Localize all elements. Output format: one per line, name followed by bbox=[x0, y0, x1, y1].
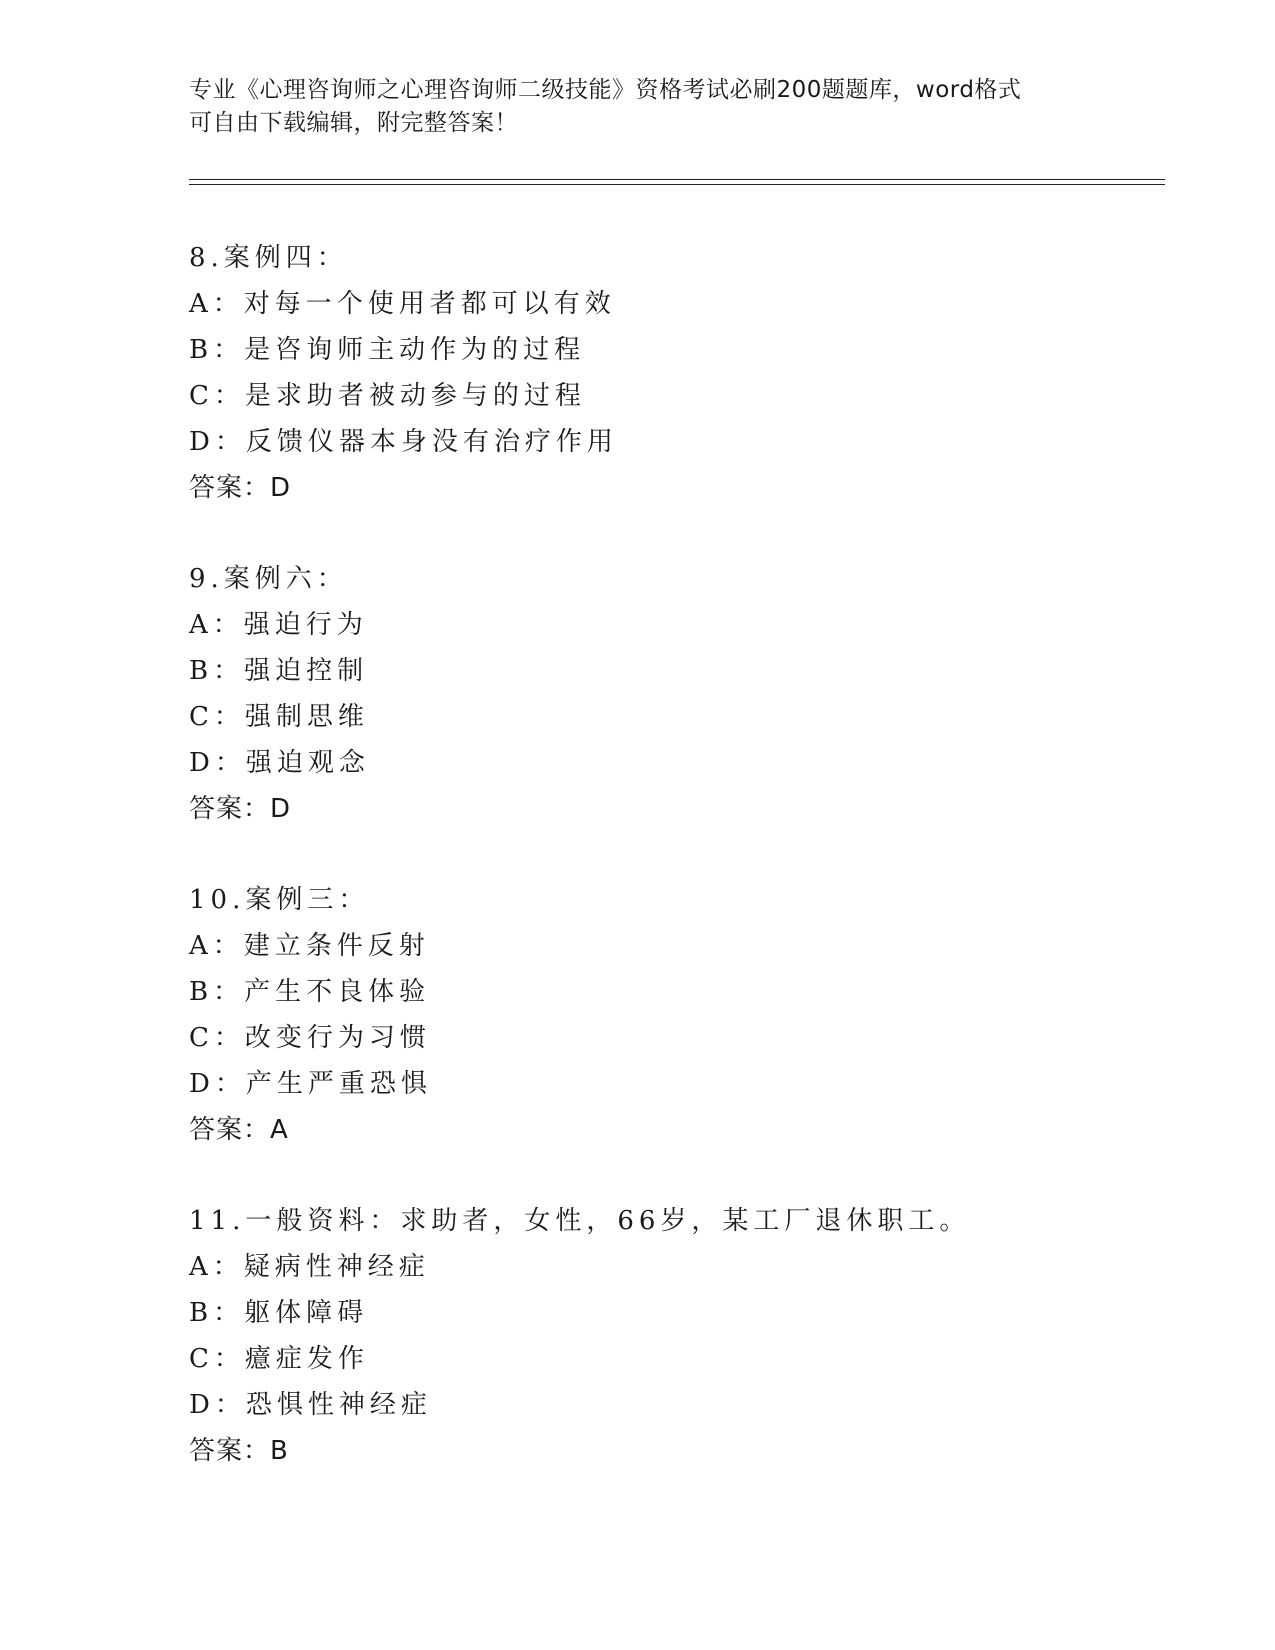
header-divider-bottom bbox=[189, 184, 1165, 185]
option-c: C：强制思维 bbox=[189, 702, 369, 732]
option-b: B：躯体障碍 bbox=[189, 1298, 369, 1328]
answer-line: 答案：D bbox=[189, 794, 292, 824]
option-b: B：是咨询师主动作为的过程 bbox=[189, 335, 586, 365]
option-d: D：产生严重恐惧 bbox=[189, 1069, 432, 1099]
option-d: D：恐惧性神经症 bbox=[189, 1390, 432, 1420]
question-stem: 9.案例六： bbox=[189, 564, 348, 594]
option-b: B：强迫控制 bbox=[189, 656, 369, 686]
answer-line: 答案：A bbox=[189, 1115, 289, 1145]
answer-line: 答案：B bbox=[189, 1436, 289, 1466]
header-divider-top bbox=[189, 179, 1165, 180]
header-line-2: 可自由下载编辑，附完整答案！ bbox=[189, 110, 518, 136]
document-header bbox=[189, 74, 1089, 140]
option-b: B：产生不良体验 bbox=[189, 977, 431, 1007]
option-c: C：是求助者被动参与的过程 bbox=[189, 381, 586, 411]
option-a: A：强迫行为 bbox=[189, 610, 368, 640]
question-9 bbox=[189, 556, 1149, 832]
header-line-1: 专业《心理咨询师之心理咨询师二级技能》资格考试必刷200题题库，word格式 bbox=[189, 77, 1022, 103]
option-c: C：改变行为习惯 bbox=[189, 1023, 431, 1053]
question-stem: 8.案例四： bbox=[189, 243, 348, 273]
option-d: D：反馈仪器本身没有治疗作用 bbox=[189, 427, 618, 457]
question-10 bbox=[189, 877, 1149, 1153]
question-stem: 10.案例三： bbox=[189, 885, 370, 915]
answer-line: 答案：D bbox=[189, 473, 292, 503]
question-8 bbox=[189, 235, 1149, 511]
option-d: D：强迫观念 bbox=[189, 748, 370, 778]
question-stem: 11.一般资料：求助者，女性，66岁，某工厂退休职工。 bbox=[189, 1206, 971, 1236]
option-a: A：建立条件反射 bbox=[189, 931, 430, 961]
question-11 bbox=[189, 1198, 1149, 1474]
option-c: C：癔症发作 bbox=[189, 1344, 369, 1374]
option-a: A：对每一个使用者都可以有效 bbox=[189, 289, 616, 319]
option-a: A：疑病性神经症 bbox=[189, 1252, 430, 1282]
